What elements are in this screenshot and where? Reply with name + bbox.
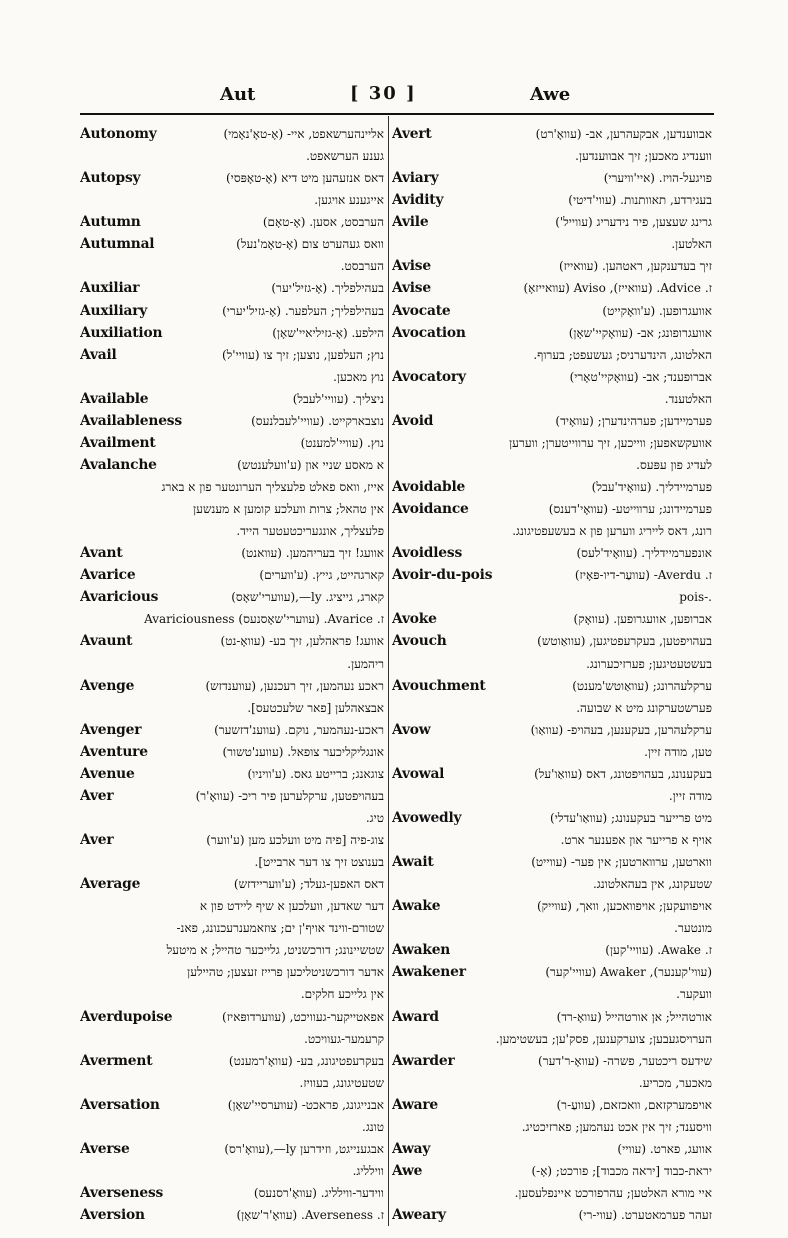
entry-continuation (80, 697, 384, 719)
entry-definition: האלטונג, הינדערניס; געשעפט; בערוף. (533, 347, 712, 362)
entry-headword: Auxiliation (80, 324, 163, 341)
entry-continuation (392, 917, 712, 939)
entry-headword: Award (392, 1008, 439, 1025)
entry-continuation (80, 917, 384, 939)
dictionary-entry (392, 675, 712, 697)
dictionary-entry (392, 564, 712, 586)
dictionary-entry (392, 807, 712, 829)
entry-definition: ווילליג. (352, 1163, 384, 1178)
entry-definition: בענוצט זיך צו דער ארבייט]. (254, 855, 384, 870)
dictionary-entry (392, 300, 712, 322)
dictionary-entry (80, 300, 384, 322)
entry-headword: Awarder (392, 1052, 455, 1069)
entry-definition: פויגעל-הויז. (איי'וויערי) (603, 171, 712, 186)
entry-definition: צוגאנג; ברייטע גאס. (ע'וויניו) (247, 766, 384, 781)
entry-continuation (80, 961, 384, 983)
dictionary-entry (80, 277, 384, 299)
entry-definition: בעגירדע, תאוותנות. (עווי'דיטי) (568, 193, 712, 208)
entry-continuation (392, 1072, 712, 1094)
entry-definition: פערמיידליך. (עוואָיד'עבל) (591, 480, 712, 494)
entry-definition: אוועגרופען. (ע'וואָקייט) (602, 303, 712, 318)
dictionary-entry (80, 233, 384, 255)
entry-continuation (392, 785, 712, 807)
entry-headword: Avenge (80, 677, 135, 694)
entry-headword: Availment (80, 434, 156, 451)
entry-headword: Avoidless (392, 545, 463, 562)
dictionary-entry (392, 763, 712, 785)
entry-headword: Averment (80, 1052, 153, 1069)
entry-headword: Avowal (392, 765, 445, 782)
entry-continuation (80, 476, 384, 498)
entry-definition: אייגענע אויגען. (314, 193, 384, 208)
entry-headword: Avenger (80, 721, 142, 738)
entry-definition: אין טהאל; צרות וועלכע קומען א מענשען (193, 502, 384, 517)
entry-headword: Avoir-du-pois (392, 567, 493, 584)
entry-headword: Avoid (392, 412, 434, 429)
dictionary-entry (392, 410, 712, 432)
entry-definition: אויפמערקזאם, וואכזאם, (עוועַ-ר) (556, 1097, 712, 1112)
entry-definition: קארג, גייציג. ly—,(עווערי'שאָס) (231, 590, 384, 605)
dictionary-entry (80, 322, 384, 344)
entry-headword: Aventure (80, 743, 148, 760)
dictionary-entry (80, 167, 384, 189)
entry-definition: שטורם-ווינד אויף'ן ים; צוזאמענרעכנונג, פאנ- (176, 921, 384, 936)
entry-definition: ז. Awake. (עוויי'קען) (605, 943, 712, 958)
entry-headword: Aversation (80, 1096, 160, 1113)
dictionary-entry (80, 1006, 384, 1028)
dictionary-entry (392, 895, 712, 917)
entry-headword: Aweary (392, 1207, 446, 1224)
entry-definition: יראת-כבוד [יראה מכבוד]; פורכט; (אָ-) (531, 1163, 712, 1178)
dictionary-entry (392, 255, 712, 277)
entry-headword: Avarice (80, 567, 136, 584)
entry-definition: (עווי'קענער), Awaker (עוויי'קער) (545, 965, 712, 980)
dictionary-entry (392, 366, 712, 388)
entry-definition: מונטער. (674, 921, 712, 936)
entry-headword: Awakener (392, 964, 466, 981)
entry-headword: Autonomy (80, 126, 157, 142)
entry-headword: Autumn (80, 214, 141, 231)
dictionary-entry (392, 1094, 712, 1116)
dictionary-entry (392, 322, 712, 344)
dictionary-entry (392, 189, 712, 211)
entry-continuation (80, 653, 384, 675)
entry-headword: Avoke (392, 611, 437, 628)
entry-continuation (392, 1116, 712, 1138)
entry-continuation (392, 233, 712, 255)
entry-definition: ז. Advice. (עוואייז), Aviso (עוואייזאָ) (523, 281, 712, 296)
entry-definition: צוג-פיה [פיה מיט וועלכע מען (ע'ווער) (206, 833, 384, 847)
entry-continuation (392, 520, 712, 542)
entry-continuation (80, 851, 384, 873)
entry-continuation (80, 608, 384, 630)
entry-definition: בעהויפטען, בעקרעפטיגען, (עוואַוטש) (537, 634, 712, 649)
dictionary-entry (392, 608, 712, 630)
entry-definition: שידעס ריכטער, פשרה- (עוואָ-ר'דער) (538, 1053, 712, 1068)
entry-headword: Avouchment (392, 677, 486, 694)
entry-definition: אונפערמיידליך. (עוואָיד'לעס) (576, 546, 712, 561)
dictionary-entry (80, 388, 384, 410)
entry-headword: Avoidable (392, 479, 466, 495)
entry-definition: ראכע-נעהמער, נוקם. (עווענ'דזשער) (214, 722, 384, 737)
page-number: [ 30 ] (350, 83, 417, 104)
header-rule (80, 113, 714, 115)
entry-headword: Awake (392, 898, 441, 915)
dictionary-entry (80, 564, 384, 586)
dictionary-entry (80, 785, 384, 807)
entry-definition: אוועגרופונג; אב- (עוואָקיי'שאָן) (568, 325, 712, 340)
entry-continuation (80, 939, 384, 961)
entry-definition: נוץ. (עוויי'למענט) (300, 435, 384, 450)
entry-definition: ריהמען. (347, 656, 384, 671)
entry-continuation (392, 983, 712, 1005)
entry-definition: קארגהייט, גייץ. (ע'ווערים) (259, 568, 384, 583)
entry-continuation (80, 1116, 384, 1138)
entry-definition: אויפוועקען; אויפוואכען, וואך, (עווייק) (536, 899, 712, 914)
entry-continuation (392, 454, 712, 476)
entry-definition: נוץ מאכען. (333, 369, 384, 384)
entry-definition: הילפע. (אָ-גזיליאיי'שאָן) (272, 325, 384, 340)
entry-definition: פערמיידונג; ערווייטע- (עוואָי'דענס) (548, 502, 712, 517)
entry-headword: Awaken (392, 942, 451, 959)
entry-headword: Availableness (80, 412, 182, 429)
dictionary-entry (392, 1160, 712, 1182)
entry-continuation (80, 1160, 384, 1182)
dictionary-entry (80, 741, 384, 763)
entry-continuation (80, 1072, 384, 1094)
entry-definition: דער שאדען, וועלכען א שיף ליידט פון א (199, 899, 384, 914)
entry-continuation (80, 1028, 384, 1050)
dictionary-entry (392, 542, 712, 564)
entry-continuation (392, 388, 712, 410)
entry-definition: פערמיידען; פערהינדערן; (עוואָיד) (555, 413, 712, 428)
dictionary-entry (392, 719, 712, 741)
dictionary-entry (80, 1204, 384, 1226)
entry-headword: Avocation (392, 324, 466, 341)
header-first-word: Aut (220, 84, 256, 105)
entry-continuation (392, 697, 712, 719)
column-divider (388, 116, 389, 1226)
entry-definition: האלטען. (671, 237, 712, 252)
entry-definition: טען, מודה זיין. (644, 744, 712, 759)
entry-headword: Averdupoise (80, 1008, 173, 1025)
entry-headword: Avaricious (80, 589, 159, 606)
dictionary-entry (392, 476, 712, 498)
entry-definition: ניצליך. (עוויי'לעבל) (292, 391, 384, 406)
entry-definition: וויסענד; זיך אין אכט נעהמען; פארזיכטיג. (521, 1119, 712, 1134)
entry-headword: Avise (392, 280, 431, 297)
entry-definition: אונגליקליכער צופאל. (עווענ'טשור) (222, 744, 384, 759)
entry-continuation (80, 895, 384, 917)
entry-headword: Away (392, 1140, 431, 1157)
entry-headword: Averse (80, 1140, 130, 1157)
entry-definition: הערבסט, אסען. (אָ-טאָם) (262, 215, 384, 230)
entry-definition: וואס געהערט צום (אָ-טאָמ'נעל) (236, 237, 384, 252)
entry-definition: ערקלעהרען, בעקענען, בעהויפ- (עוואַו) (530, 722, 712, 737)
entry-definition: האלטענד. (664, 391, 712, 406)
entry-headword: Aver (80, 787, 114, 804)
entry-headword: Aware (392, 1096, 439, 1113)
entry-headword: Avidity (392, 192, 444, 209)
entry-headword: Avocate (392, 302, 451, 319)
entry-definition: אוועקשאפען; ווייכען, זיך ערווייטערן; ווערען (509, 435, 712, 450)
dictionary-entry (392, 211, 712, 233)
entry-headword: Awe (392, 1162, 423, 1179)
entry-definition: בעהילפליך; העלפער. (אָ-גזיל'יערי) (222, 303, 384, 318)
entry-definition: לעדיג פון עפּעס. (636, 457, 712, 472)
entry-definition: פערשטערקונג מיט א שבועה. (576, 700, 712, 715)
entry-definition: בעקענונג, בעהויפטונג, דאס (עוואַו'על) (534, 766, 712, 781)
entry-definition: אדער דורכשניטליכען פרייז זעצען; טהיילען (187, 965, 384, 980)
entry-definition: בעהויפטען, ערקלערען פיר ריכ- (עוואָ'ר) (195, 788, 384, 803)
entry-definition: אויף א פרייער און אפענער ארט. (560, 833, 712, 847)
dictionary-entry (80, 630, 384, 652)
entry-definition: ווענדיג מאכען; זיך אבווענדען. (575, 149, 712, 164)
entry-headword: Avise (392, 258, 431, 275)
entry-definition: שטעקונג, אין בעהאלטונג. (592, 877, 712, 892)
entry-continuation (80, 807, 384, 829)
dictionary-entry (80, 542, 384, 564)
entry-definition: זיך בעדענקען, ראטהען. (עוואייז) (559, 259, 712, 274)
entry-definition: אליינהערשאפט, איי- (אָ-טאָ'נאָמי) (223, 127, 384, 141)
entry-definition: מיט פרייער בעקענונג; (עוואַו'עדלי) (550, 810, 712, 825)
entry-definition: טיג. (365, 810, 384, 825)
dictionary-entry (80, 123, 384, 145)
entry-definition: אורטהייל; אן אורטהייל (עוואָ-רד) (556, 1009, 712, 1024)
dictionary-entry (80, 873, 384, 895)
entry-definition: אין גלייכע חלקים. (300, 987, 384, 1002)
dictionary-entry (80, 410, 384, 432)
entry-definition: פלעצליך, אונגעריכטעטער הייד. (236, 524, 384, 539)
dictionary-entry (80, 675, 384, 697)
entry-definition: אפאטייקער-געוויכט, (עווערדופּאיז) (222, 1009, 384, 1024)
dictionary-entry (80, 344, 384, 366)
entry-definition: זעהר פערמאטערט. (עווי-רי) (578, 1208, 712, 1223)
dictionary-entry (392, 498, 712, 520)
entry-continuation (392, 873, 712, 895)
entry-continuation (80, 520, 384, 542)
entry-headword: Available (80, 390, 149, 407)
entry-continuation (80, 189, 384, 211)
entry-definition: אבווענדען, אבקעהרען, אב- (עוואָ'רט) (535, 127, 712, 141)
dictionary-entry (392, 851, 712, 873)
dictionary-entry (80, 211, 384, 233)
dictionary-entry (80, 586, 384, 608)
entry-definition: pois-. (679, 590, 712, 605)
entry-definition: אבצאהלען [פאר שלעכטעס]. (247, 700, 384, 715)
entry-headword: Auxiliar (80, 280, 140, 297)
entry-headword: Avert (392, 126, 432, 142)
entry-definition: וועקער. (676, 987, 712, 1002)
entry-headword: Avenue (80, 765, 135, 782)
entry-headword: Avant (80, 545, 123, 562)
dictionary-entry (80, 454, 384, 476)
entry-definition: אוועג, פארט. (עוויי) (617, 1141, 712, 1156)
entry-continuation (392, 741, 712, 763)
entry-continuation (80, 983, 384, 1005)
entry-headword: Avail (80, 346, 117, 363)
entry-definition: איי מורא האלטען; עהרפורכט איינפלעסען. (514, 1186, 712, 1200)
entry-definition: ערקלעהרונג; (עוואַוטש'מענט) (572, 678, 712, 693)
entry-headword: Avowedly (392, 809, 462, 826)
entry-definition: נוץ; העלפען, נוצען; זיך צו (עוויי'ל) (222, 347, 384, 362)
entry-continuation (392, 586, 712, 608)
entry-continuation (392, 145, 712, 167)
dictionary-entry (392, 167, 712, 189)
entry-definition: בעהילפליך. (אָ-גזיל'יער) (271, 281, 384, 296)
dictionary-entry (80, 432, 384, 454)
right-column (392, 123, 712, 1226)
dictionary-entry (80, 719, 384, 741)
dictionary-entry (392, 1204, 712, 1226)
entry-definition: אבגענייגט, וזידרען ly—,(עוואָ'רס) (224, 1141, 384, 1156)
entry-definition: אייז, וואס פאלט פלעצליך הערונטער פון א בארג (161, 480, 384, 494)
entry-headword: Aversion (80, 1207, 145, 1224)
dictionary-entry (80, 829, 384, 851)
entry-continuation (80, 366, 384, 388)
entry-definition: ראכע נעהמען, זיך רעכנען, (עווענדזש) (205, 678, 384, 693)
dictionary-entry (80, 763, 384, 785)
entry-definition: גענע הערשאפט. (306, 149, 384, 164)
entry-continuation (392, 344, 712, 366)
entry-headword: Avoidance (392, 501, 469, 518)
entry-definition: רונג, דאס לייריג ווערען פון א בעשעפטיגונג. (512, 524, 712, 539)
dictionary-entry (392, 939, 712, 961)
entry-definition: א מאסע שניי און (ע'וועלענטש) (237, 457, 384, 472)
dictionary-entry (80, 1050, 384, 1072)
dictionary-entry (392, 123, 712, 145)
entry-definition: הערויסגעבען; צוערקענען, פסק'ען; בעשטימען. (495, 1031, 712, 1046)
dictionary-entry (80, 1182, 384, 1204)
dictionary-entry (392, 1050, 712, 1072)
entry-headword: Average (80, 876, 141, 893)
entry-definition: שטעטיגונג, בעוויז. (299, 1075, 384, 1090)
dictionary-entry (80, 1094, 384, 1116)
entry-definition: שטשיינונג; דורכשניט, גלייכער טהייל; א מיטעל (166, 943, 384, 958)
entry-headword: Aver (80, 832, 114, 848)
entry-definition: דאס האפען-געלד; (ע'וועריידזש) (233, 877, 384, 892)
page-header (80, 84, 716, 110)
entry-definition: נוצבארקייט. (עוויי'לעבלנעס) (251, 413, 384, 428)
entry-definition: ז. Averseness. (עוואָ'ר'שאָן) (236, 1208, 384, 1223)
entry-headword: Avocatory (392, 368, 466, 385)
entry-headword: Avalanche (80, 456, 157, 473)
entry-definition: אברופענד; אב- (עוואָקיי'טאָרי) (569, 369, 712, 384)
entry-definition: ווידער-ווילליג. (עוואָ'רסנעס) (253, 1186, 384, 1200)
dictionary-entry (392, 1138, 712, 1160)
entry-headword: Avile (392, 214, 429, 231)
entry-definition: טונג. (362, 1119, 384, 1134)
entry-definition: ווארטען, ערווארטען; אין פער- (עווייט) (531, 855, 712, 870)
entry-definition: בעקרעפטיגונג, בע- (עוואָ'רמענט) (228, 1053, 384, 1068)
entry-continuation (392, 829, 712, 851)
entry-headword: Autopsy (80, 170, 141, 187)
dictionary-entry (392, 1006, 712, 1028)
entry-continuation (80, 145, 384, 167)
entry-headword: Await (392, 854, 434, 871)
entry-definition: דאס אנזעהען מיט דיא (אָ-טאָפּסי) (225, 171, 384, 186)
entry-definition: ז. Averdu- (עוועַר-דיו-פּאָיז) (574, 568, 712, 583)
entry-definition: אוועג! זיך בעריהמען. (עוואנט) (241, 546, 384, 561)
entry-headword: Autumnal (80, 236, 155, 253)
entry-definition: בעשטעטיגען; פערזיכערונג. (586, 656, 712, 671)
entry-headword: Averseness (80, 1185, 164, 1201)
entry-definition: מודה זיין. (668, 788, 712, 803)
entry-headword: Avaunt (80, 633, 133, 650)
dictionary-entry (392, 961, 712, 983)
left-column (80, 123, 384, 1226)
dictionary-entry (392, 630, 712, 652)
dictionary-entry (392, 277, 712, 299)
dictionary-entry (80, 1138, 384, 1160)
entry-definition: ז. Avarice. (עווערי'שאָסנעס) Avariciousness (144, 612, 384, 627)
entry-continuation (392, 432, 712, 454)
entry-definition: גרינג שעצען, פיר נידעריג (עווייל') (555, 215, 712, 230)
entry-continuation (80, 498, 384, 520)
entry-headword: Auxiliary (80, 302, 148, 319)
entry-continuation (392, 653, 712, 675)
entry-continuation (80, 255, 384, 277)
entry-definition: קרעמער-געוויכט. (304, 1031, 384, 1046)
entry-definition: הערבסט. (340, 259, 384, 274)
entry-definition: אבנייגונג, פראכט- (עווערסיי'שאָן) (227, 1097, 384, 1112)
entry-continuation (392, 1028, 712, 1050)
entry-definition: מאכער, מכריע. (638, 1075, 712, 1090)
entry-continuation (392, 1182, 712, 1204)
header-last-word: Awe (530, 84, 571, 105)
entry-headword: Avow (392, 721, 431, 738)
entry-headword: Avouch (392, 633, 447, 650)
entry-definition: אברופען, אוועגרופען. (עוואָק) (573, 612, 712, 627)
entry-definition: אוועג! פראהלען, זיך בע- (עוואָ-נט) (220, 634, 384, 649)
entry-headword: Aviary (392, 170, 439, 187)
